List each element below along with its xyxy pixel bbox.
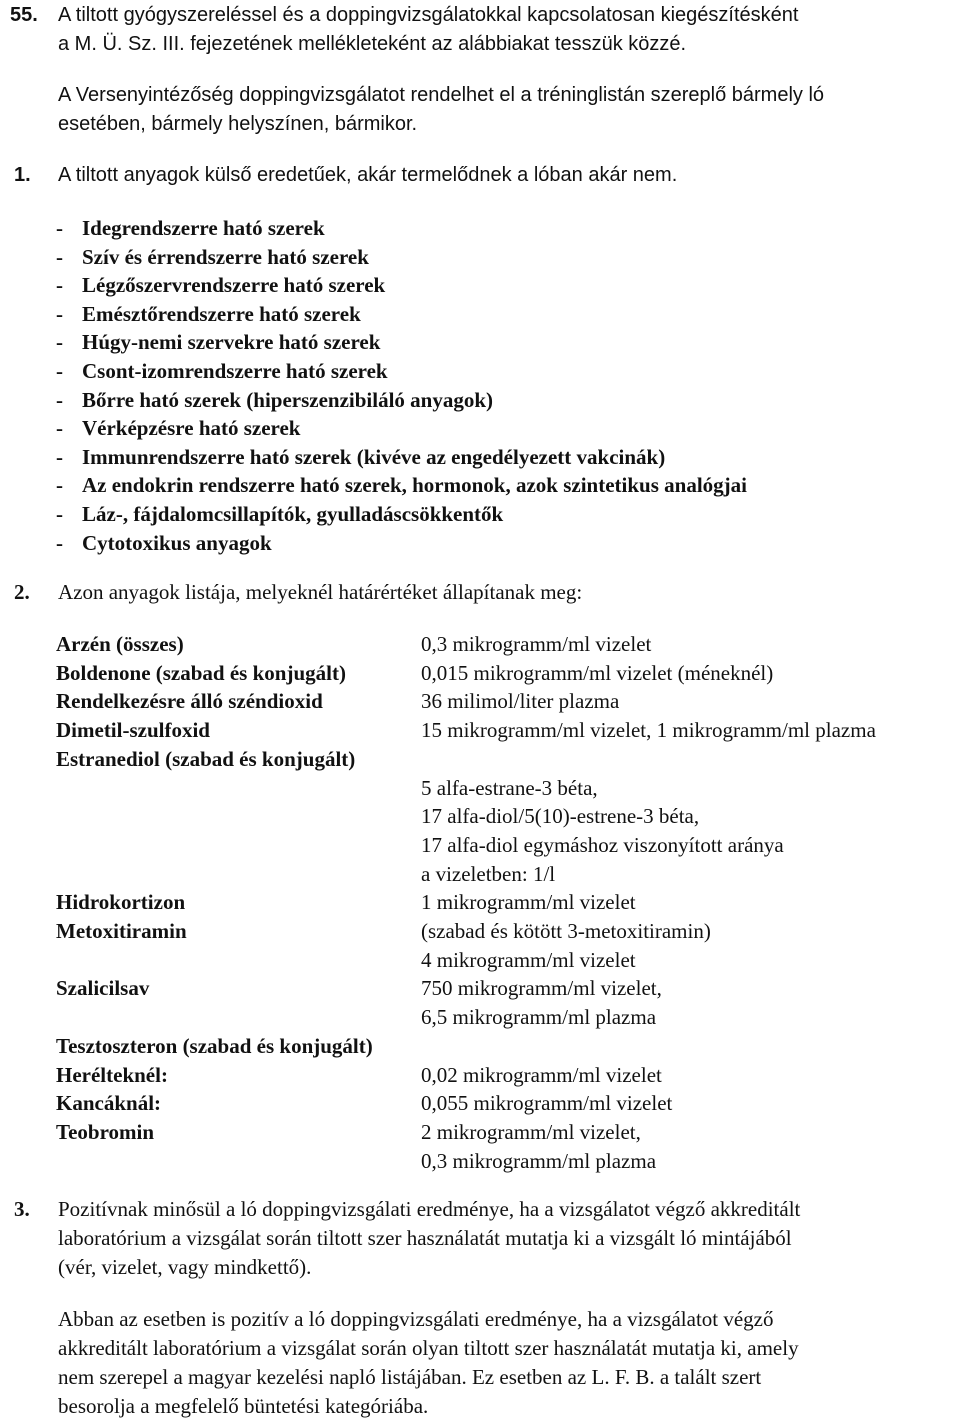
table-row-value: 1 mikrogramm/ml vizelet: [421, 890, 636, 915]
table-row-value: (szabad és kötött 3-metoxitiramin): [421, 919, 711, 943]
table-row-name: Metoxitiramin: [56, 919, 187, 943]
table-row-value: 2 mikrogramm/ml vizelet,: [421, 1119, 641, 1144]
list-dash: -: [56, 301, 63, 326]
list-dash: -: [56, 330, 63, 355]
table-row-name: Estranediol (szabad és konjugált): [56, 746, 356, 771]
list-item-text: Idegrendszerre ható szerek: [82, 216, 325, 240]
table-row-value: a vizeletben: 1/l: [421, 861, 556, 886]
table-row-name: Dimetil-szulfoxid: [56, 718, 210, 743]
section-55-number: 55.: [10, 4, 38, 26]
table-row-value: 0,3 mikrogramm/ml plazma: [421, 1148, 657, 1173]
table-row-name: Szalicilsav: [56, 976, 150, 1001]
paragraph-line: besorolja a megfelelő büntetési kategóriába.: [58, 1394, 429, 1418]
section-55-line-2: a M. Ü. Sz. III. fejezetének mellékleteként az alábbiakat tesszük közzé.: [58, 33, 687, 55]
section-55-line-3: A Versenyintézőség doppingvizsgálatot rendelhet el a tréninglistán szereplő bármely ló: [58, 84, 825, 106]
paragraph-line: Abban az esetben is pozitív a ló doppingvizsgálati eredménye, ha a vizsgálatot végző: [58, 1307, 774, 1331]
table-row-name: Rendelkezésre álló széndioxid: [56, 689, 323, 714]
list-item: [56, 244, 369, 269]
list-item: [56, 218, 325, 239]
paragraph-line: Pozitívnak minősül a ló doppingvizsgálati eredménye, ha a vizsgálatot végző akkreditált: [58, 1197, 801, 1221]
list-item: [56, 530, 272, 555]
list-dash: -: [56, 359, 63, 383]
list-dash: -: [56, 444, 63, 469]
list-dash: -: [56, 473, 63, 498]
section-55-line-1: A tiltott gyógyszereléssel és a doppingvizsgálatokkal kapcsolatosan kiegészítésként: [58, 4, 799, 26]
table-row-value: 750 mikrogramm/ml vizelet,: [421, 976, 662, 1001]
table-row-name: Tesztoszteron (szabad és konjugált): [56, 1033, 373, 1058]
list-item-text: Húgy-nemi szervekre ható szerek: [82, 330, 381, 355]
table-row-value: 36 milimol/liter plazma: [421, 689, 620, 714]
list-dash: -: [56, 244, 63, 269]
table-row-name: Herélteknél:: [56, 1062, 168, 1087]
table-row-value: 0,055 mikrogramm/ml vizelet: [421, 1091, 673, 1116]
list-item-text: Bőrre ható szerek (hiperszenzibiláló anyagok): [82, 387, 494, 412]
list-item: [56, 301, 361, 326]
section-1-number: 1.: [14, 164, 31, 186]
list-item: [56, 361, 388, 382]
list-dash: -: [56, 216, 63, 240]
list-item-text: Vérképzésre ható szerek: [82, 416, 301, 441]
list-item-text: Szív és érrendszerre ható szerek: [82, 244, 369, 269]
paragraph-line: nem szerepel a magyar kezelési napló listájában. Ez esetben az L. F. B. a talált szert: [58, 1365, 762, 1389]
table-row-name: Arzén (összes): [56, 632, 184, 656]
list-item: [56, 275, 385, 296]
list-item: [56, 475, 747, 496]
table-row-value: 0,02 mikrogramm/ml vizelet: [421, 1062, 662, 1087]
paragraph-line: akkreditált laboratórium a vizsgálat során olyan tiltott szer használatát mutatja ki, amely: [58, 1336, 799, 1360]
table-row-value: 15 mikrogramm/ml vizelet, 1 mikrogramm/ml plazma: [421, 718, 876, 743]
list-item: [56, 504, 503, 525]
section-1-heading: A tiltott anyagok külső eredetűek, akár termelődnek a lóban akár nem.: [58, 164, 678, 186]
list-dash: -: [56, 416, 63, 441]
table-row-name: Kancáknál:: [56, 1091, 162, 1116]
list-item-text: Immunrendszerre ható szerek (kivéve az engedélyezett vakcinák): [82, 444, 666, 469]
section-2-number: 2.: [14, 580, 30, 604]
list-item: [56, 332, 380, 353]
table-row-name: Teobromin: [56, 1119, 155, 1144]
list-item-text: Cytotoxikus anyagok: [82, 530, 272, 555]
table-row-name: Hidrokortizon: [56, 890, 186, 915]
list-dash: -: [56, 502, 63, 526]
section-55-line-4: esetében, bármely helyszínen, bármikor.: [58, 113, 418, 135]
list-item: [56, 444, 666, 469]
table-row-value: 6,5 mikrogramm/ml plazma: [421, 1005, 657, 1030]
paragraph-line: (vér, vizelet, vagy mindkettő).: [58, 1255, 312, 1279]
table-row-value: 17 alfa-diol/5(10)-estrene-3 béta,: [421, 804, 700, 829]
table-row-value: 0,015 mikrogramm/ml vizelet (méneknél): [421, 660, 774, 685]
list-item-text: Az endokrin rendszerre ható szerek, hormonok, azok szintetikus analógjai: [82, 473, 747, 498]
table-row-value: 17 alfa-diol egymáshoz viszonyított aránya: [421, 832, 784, 857]
table-row-value: 0,3 mikrogramm/ml vizelet: [421, 632, 652, 656]
list-item-text: Légzőszervrendszerre ható szerek: [82, 273, 386, 298]
list-item-text: Csont-izomrendszerre ható szerek: [82, 359, 388, 383]
section-2-heading: Azon anyagok listája, melyeknél határértéket állapítanak meg:: [58, 580, 583, 604]
table-row-value: 4 mikrogramm/ml vizelet: [421, 947, 636, 972]
section-3-number: 3.: [14, 1197, 30, 1221]
list-dash: -: [56, 387, 63, 412]
list-dash: -: [56, 530, 63, 555]
table-row-name: Boldenone (szabad és konjugált): [56, 660, 346, 685]
list-item: [56, 418, 301, 439]
paragraph-line: laboratórium a vizsgálat során tiltott szer használatát mutatja ki a vizsgált ló mintájából: [58, 1226, 792, 1250]
list-dash: -: [56, 273, 63, 298]
list-item: [56, 387, 494, 412]
list-item-text: Emésztőrendszerre ható szerek: [82, 301, 361, 326]
table-row-value: 5 alfa-estrane-3 béta,: [421, 775, 598, 800]
list-item-text: Láz-, fájdalomcsillapítók, gyulladáscsökkentők: [82, 502, 504, 526]
